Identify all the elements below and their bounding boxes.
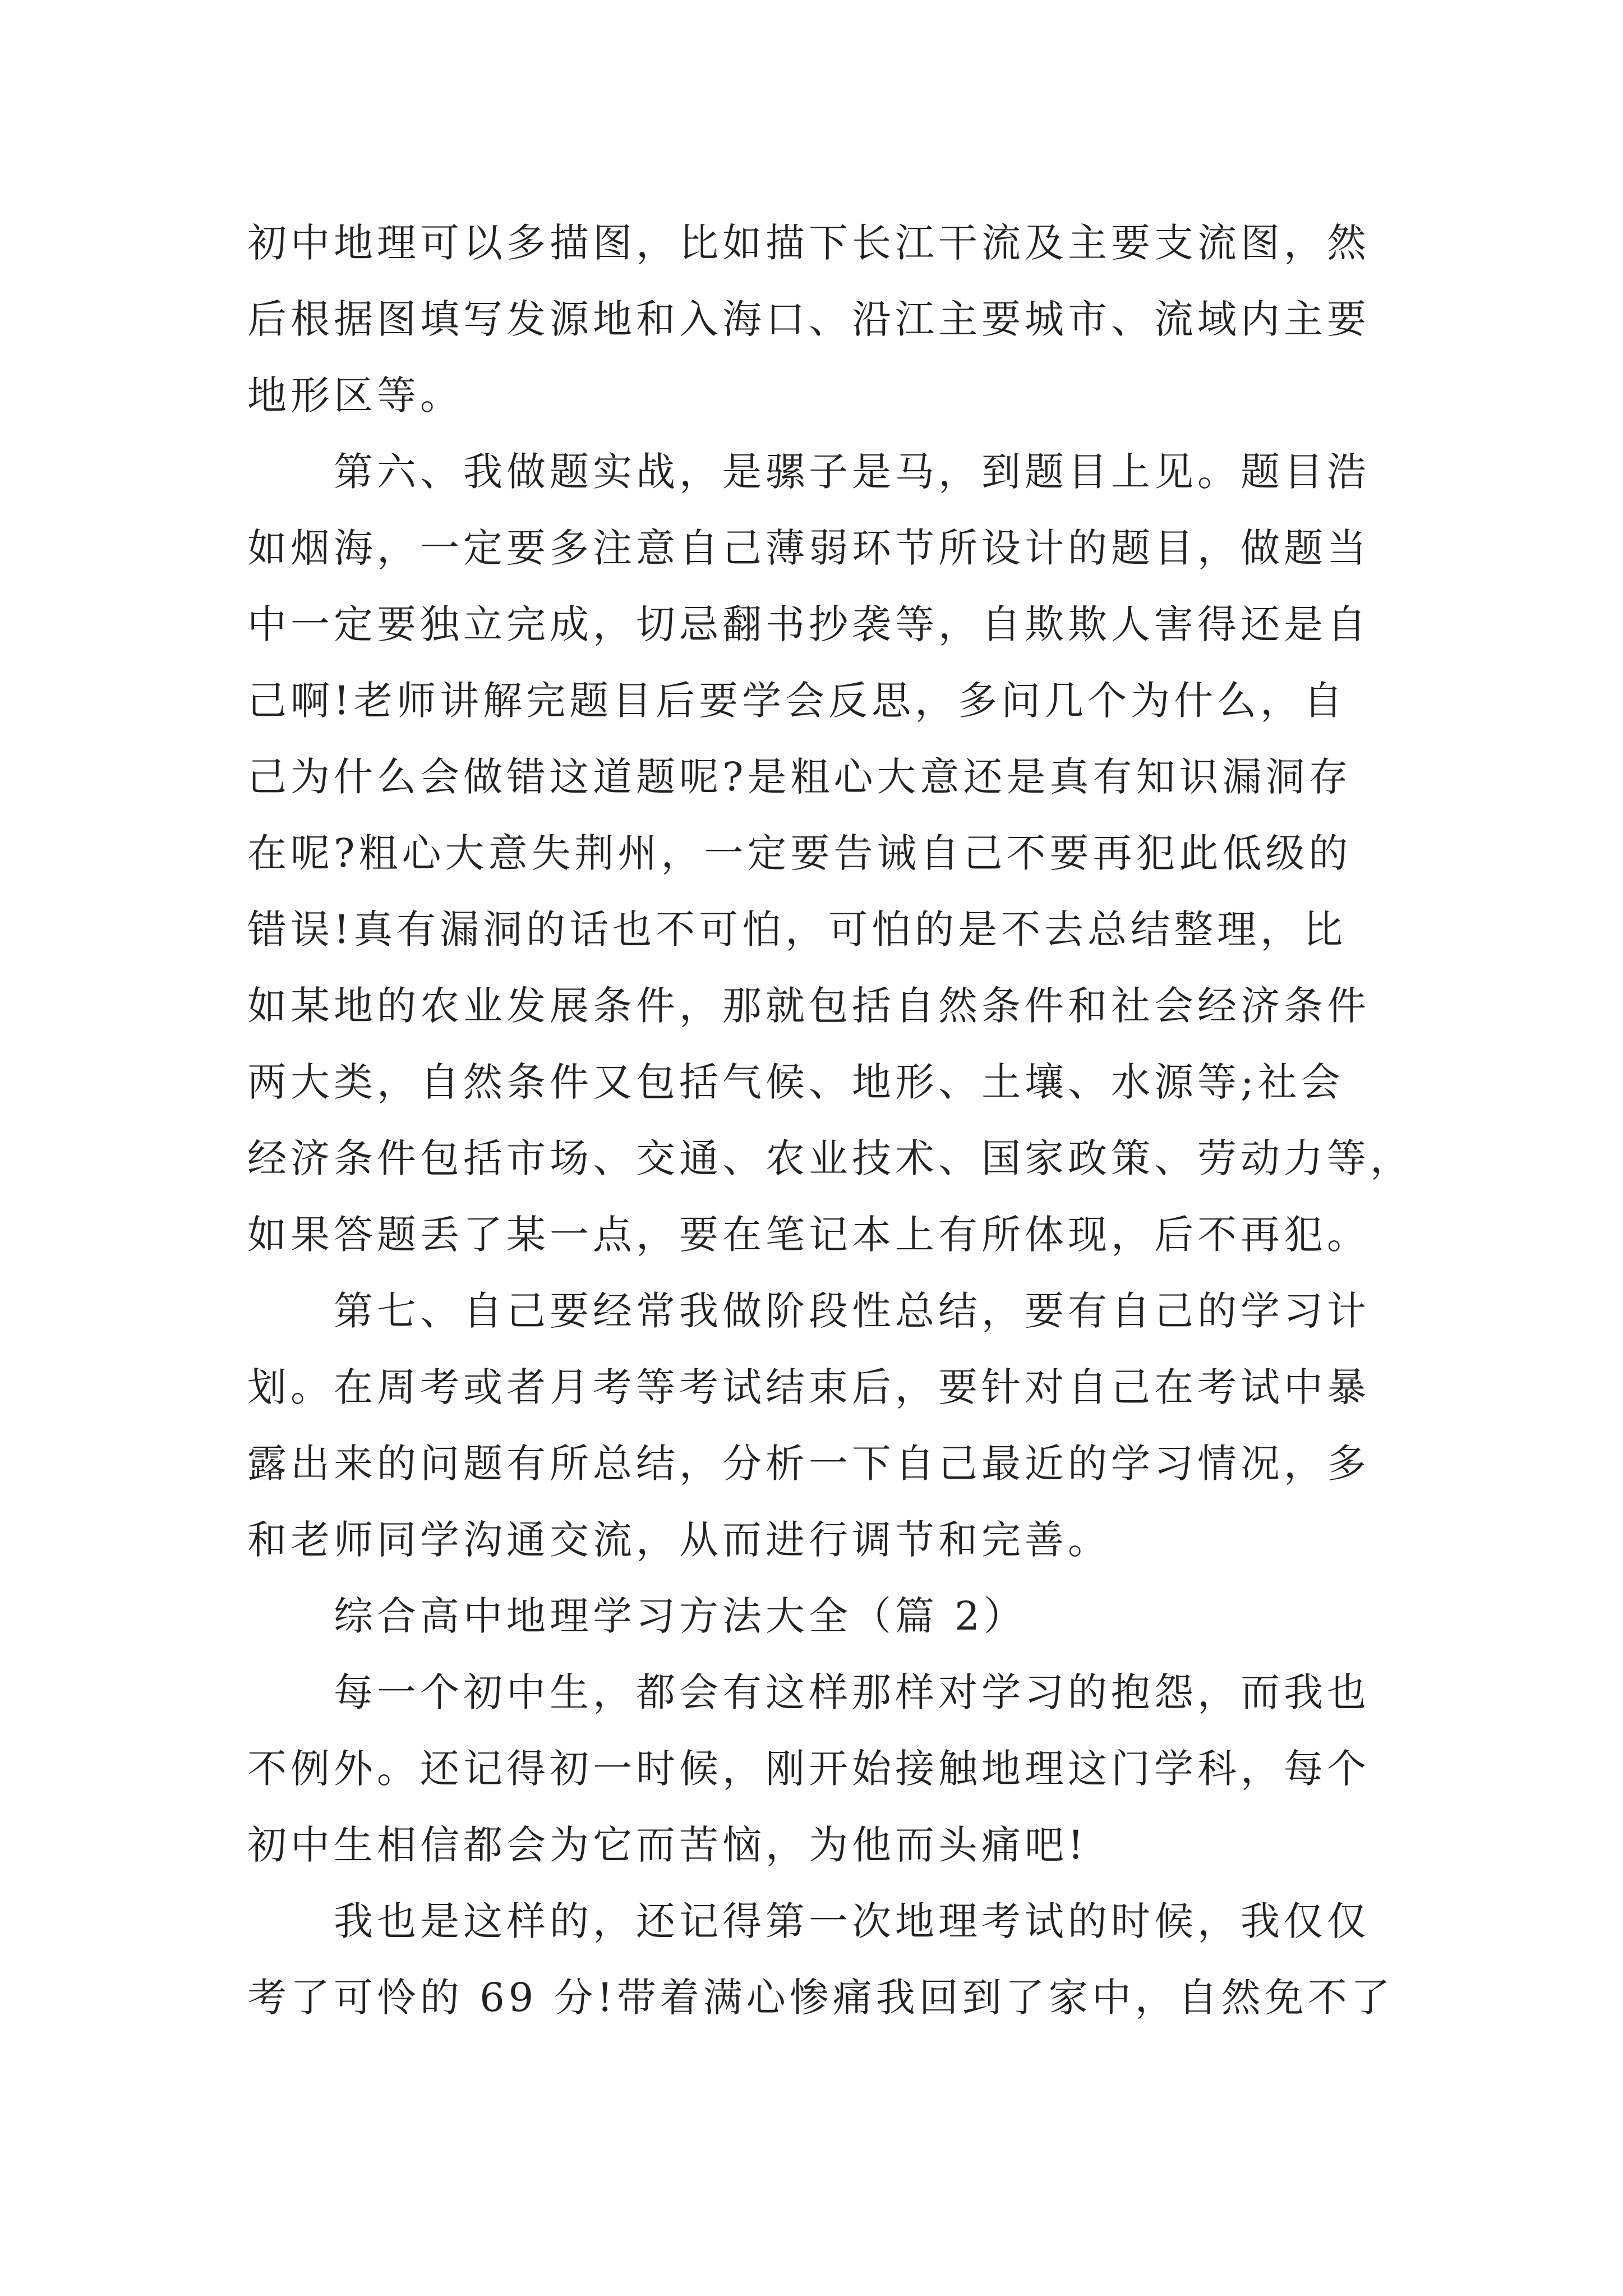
text-line: 初中生相信都会为它而苦恼，为他而头痛吧! <box>247 1822 1088 1868</box>
text-line: 后根据图填写发源地和入海口、沿江主要城市、流域内主要 <box>247 296 1370 342</box>
text-line: 经济条件包括市场、交通、农业技术、国家政策、劳动力等， <box>247 1135 1413 1181</box>
text-line: 我也是这样的，还记得第一次地理考试的时候，我仅仅 <box>334 1898 1370 1944</box>
text-line: 划。在周考或者月考等考试结束后，要针对自己在考试中暴 <box>247 1364 1370 1410</box>
text-line: 两大类，自然条件又包括气候、地形、土壤、水源等;社会 <box>247 1059 1344 1105</box>
text-line: 错误!真有漏洞的话也不可怕，可怕的是不去总结整理，比 <box>247 907 1347 953</box>
text-line: 第七、自己要经常我做阶段性总结，要有自己的学习计 <box>334 1288 1370 1334</box>
text-line: 和老师同学沟通交流，从而进行调节和完善。 <box>247 1517 1111 1563</box>
text-line: 考了可怜的 69 分!带着满心惨痛我回到了家中，自然免不了 <box>247 1975 1394 2021</box>
text-line: 地形区等。 <box>247 372 463 418</box>
document-body <box>247 205 1413 2036</box>
text-line: 每一个初中生，都会有这样那样对学习的抱怨，而我也 <box>334 1669 1370 1715</box>
text-line: 如果答题丢了某一点，要在笔记本上有所体现，后不再犯。 <box>247 1212 1370 1258</box>
text-line: 如烟海，一定要多注意自己薄弱环节所设计的题目，做题当 <box>247 525 1370 571</box>
text-line: 不例外。还记得初一时候，刚开始接触地理这门学科，每个 <box>247 1746 1370 1792</box>
section-heading: 综合高中地理学习方法大全（篇 2） <box>334 1593 1027 1639</box>
text-line: 初中地理可以多描图，比如描下长江干流及主要支流图，然 <box>247 220 1370 266</box>
text-line: 如某地的农业发展条件，那就包括自然条件和社会经济条件 <box>247 983 1370 1029</box>
text-line: 露出来的问题有所总结，分析一下自己最近的学习情况，多 <box>247 1441 1370 1487</box>
text-line: 在呢?粗心大意失荆州，一定要告诫自己不要再犯此低级的 <box>247 830 1352 876</box>
text-line: 己啊!老师讲解完题目后要学会反思，多问几个为什么，自 <box>247 678 1347 724</box>
text-line: 中一定要独立完成，切忌翻书抄袭等，自欺欺人害得还是自 <box>247 601 1370 647</box>
text-line: 己为什么会做错这道题呢?是粗心大意还是真有知识漏洞存 <box>247 754 1352 800</box>
text-line: 第六、我做题实战，是骡子是马，到题目上见。题目浩 <box>334 449 1370 495</box>
